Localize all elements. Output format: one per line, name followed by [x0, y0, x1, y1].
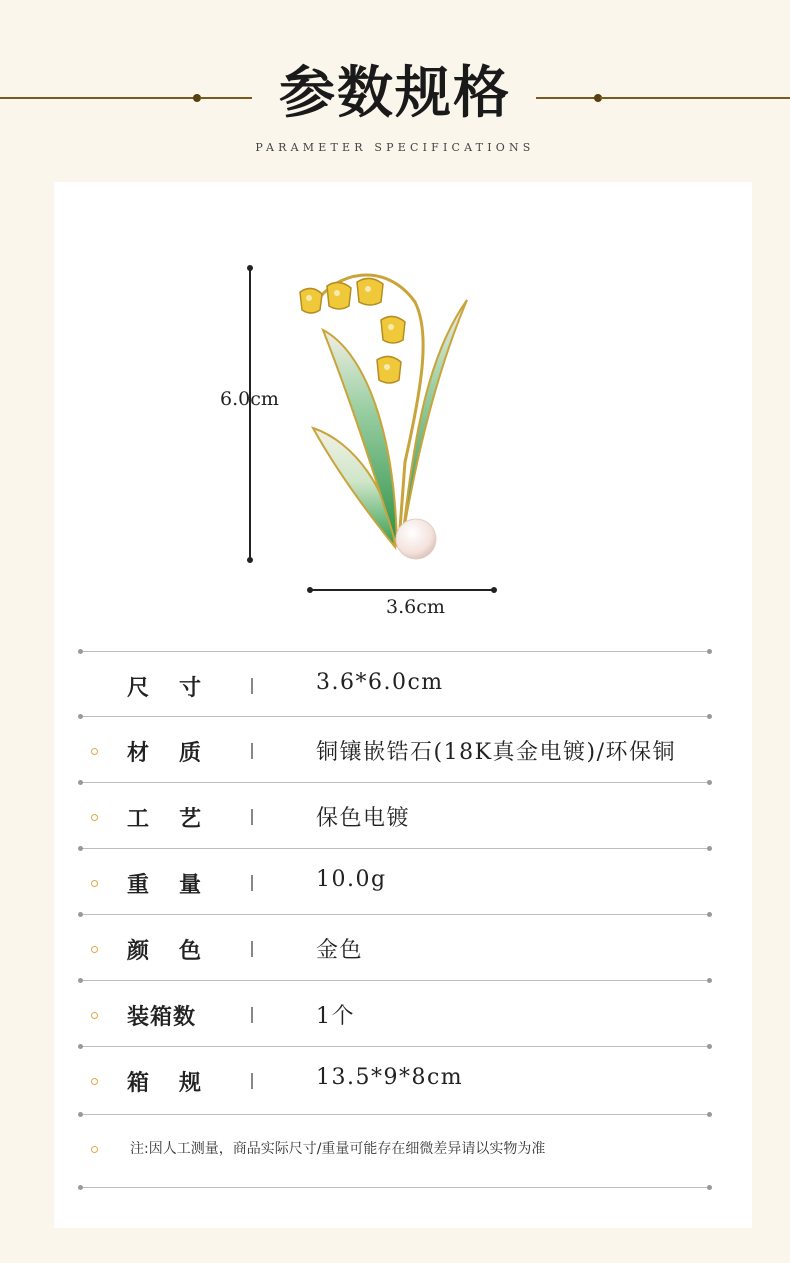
- width-dimension-right-dot: [491, 587, 497, 593]
- spec-value: 10.0g: [316, 867, 387, 892]
- spec-value: 保色电镀: [316, 806, 411, 831]
- spec-row-packing-count: [0, 982, 790, 1048]
- spec-separator: [251, 678, 253, 694]
- bullet-icon: [91, 1078, 98, 1085]
- spec-separator: [251, 743, 253, 759]
- spec-value: 13.5*9*8cm: [316, 1065, 464, 1090]
- width-dimension-line: [310, 589, 494, 591]
- spec-row-craft: [0, 784, 790, 850]
- page-title: 参数规格: [279, 60, 511, 126]
- measurement-note: 注:因人工测量，商品实际尺寸/重量可能存在细微差异请以实物为准: [130, 1141, 546, 1157]
- spec-label: 装箱数: [127, 1005, 197, 1030]
- spec-label: 重量: [127, 873, 232, 898]
- page-subtitle: PARAMETER SPECIFICATIONS: [255, 141, 535, 154]
- row-divider: [80, 1114, 710, 1115]
- bullet-icon: [91, 1012, 98, 1019]
- height-label: 6.0cm: [220, 388, 279, 410]
- row-divider: [80, 1046, 710, 1047]
- spec-row-material: [0, 718, 790, 784]
- spec-label: 材质: [127, 741, 232, 766]
- spec-label: 颜色: [127, 939, 232, 964]
- spec-value: 金色: [316, 938, 364, 963]
- spec-separator: [251, 941, 253, 957]
- height-dimension-line: [249, 268, 251, 560]
- spec-separator: [251, 809, 253, 825]
- row-divider: [80, 980, 710, 981]
- row-divider: [80, 914, 710, 915]
- bullet-icon: [91, 946, 98, 953]
- spec-label: 箱规: [127, 1071, 232, 1096]
- spec-row-size: [0, 653, 790, 719]
- note-bullet-icon: [91, 1146, 98, 1153]
- bullet-icon: [91, 880, 98, 887]
- spec-value: 3.6*6.0cm: [316, 670, 444, 695]
- spec-row-color: [0, 916, 790, 982]
- row-divider: [80, 1187, 710, 1188]
- spec-separator: [251, 1073, 253, 1089]
- row-divider: [80, 651, 710, 652]
- spec-value: 铜镶嵌锆石(18K真金电镀)/环保铜: [316, 740, 677, 765]
- spec-separator: [251, 1007, 253, 1023]
- spec-label: 工艺: [127, 807, 232, 832]
- spec-row-box-size: [0, 1048, 790, 1114]
- width-dimension-left-dot: [307, 587, 313, 593]
- height-dimension-bottom-dot: [247, 557, 253, 563]
- spec-value: 1个: [316, 1004, 355, 1029]
- brooch-image: [295, 262, 480, 572]
- spec-separator: [251, 875, 253, 891]
- bullet-icon: [91, 748, 98, 755]
- row-divider: [80, 848, 710, 849]
- spec-label: 尺寸: [127, 676, 232, 701]
- row-divider: [80, 782, 710, 783]
- width-label: 3.6cm: [386, 596, 445, 618]
- bullet-icon: [91, 814, 98, 821]
- spec-row-weight: [0, 850, 790, 916]
- height-dimension-top-dot: [247, 265, 253, 271]
- row-divider: [80, 716, 710, 717]
